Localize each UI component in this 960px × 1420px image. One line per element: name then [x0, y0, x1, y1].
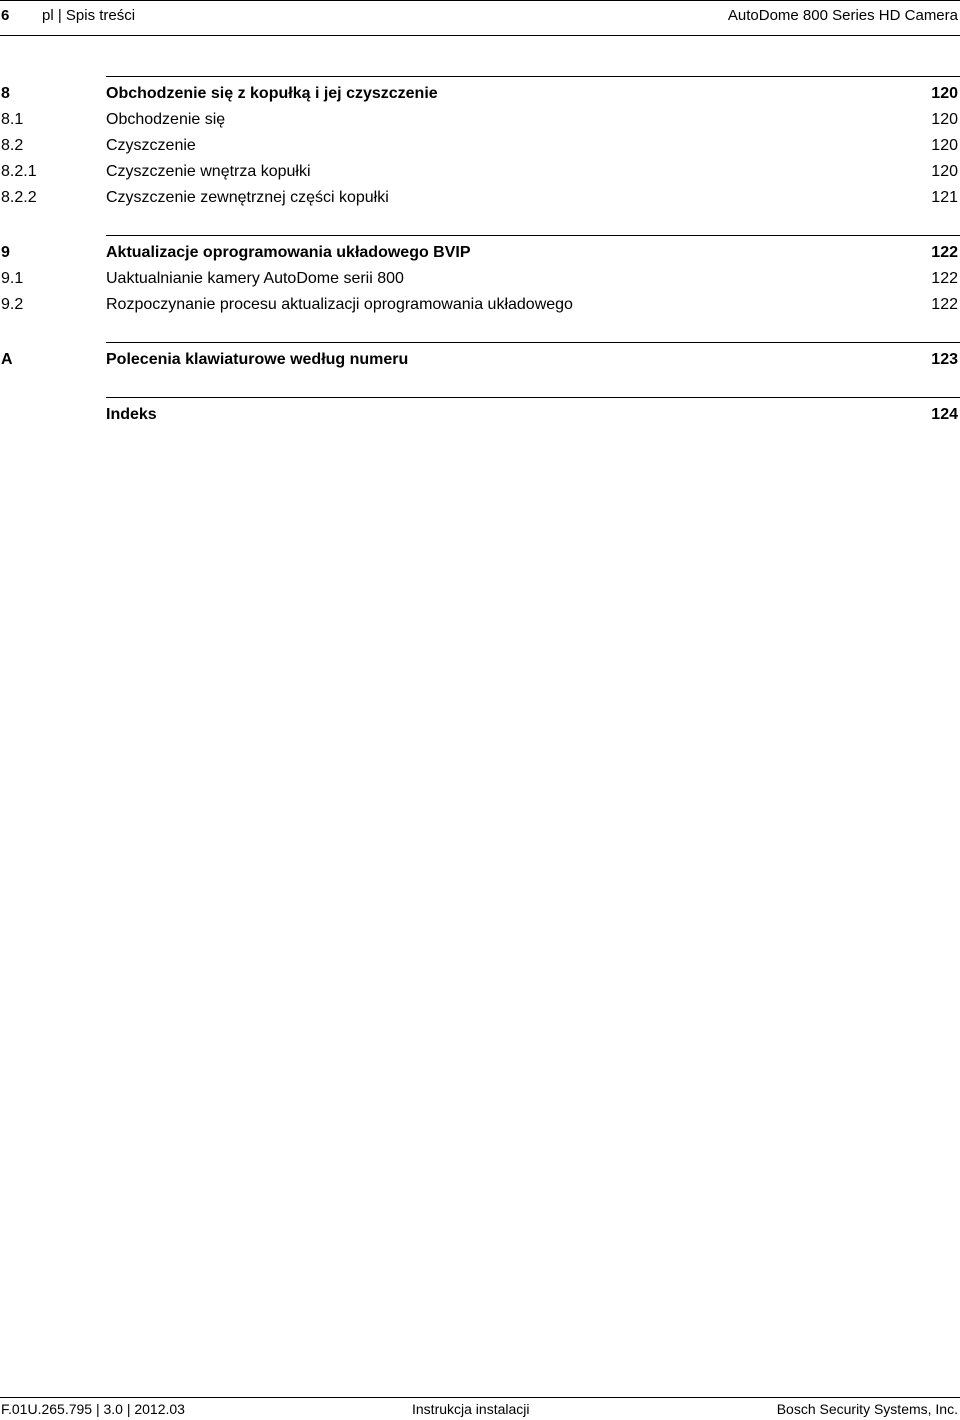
toc-entry-page: 120: [931, 137, 958, 154]
toc-entry-number: 8: [1, 85, 10, 102]
toc-entry-title: Uaktualnianie kamery AutoDome serii 800: [106, 270, 404, 287]
toc-entry-number: A: [1, 351, 13, 368]
toc-entry-page: 121: [931, 189, 958, 206]
table-of-contents: [0, 76, 960, 452]
toc-entry-title: Czyszczenie: [106, 137, 196, 154]
toc-entry-title: Polecenia klawiaturowe według numeru: [106, 351, 409, 368]
toc-entry-number: 8.1: [1, 111, 24, 128]
toc-entry[interactable]: [106, 402, 960, 428]
toc-entry-title: Czyszczenie wnętrza kopułki: [106, 163, 311, 180]
toc-entry-page: 122: [931, 296, 958, 313]
toc-entry[interactable]: [1, 240, 960, 266]
toc-entry-page: 120: [931, 85, 958, 102]
toc-entry[interactable]: [1, 292, 960, 318]
toc-entry[interactable]: [1, 159, 960, 185]
footer-doc-type: Instrukcja instalacji: [412, 1401, 530, 1417]
toc-section-index: [106, 397, 960, 428]
toc-entry-number: 8.2: [1, 137, 24, 154]
toc-entry-title: Rozpoczynanie procesu aktualizacji oprogramowania układowego: [106, 296, 573, 313]
toc-section-9: [1, 235, 960, 318]
toc-entry[interactable]: [1, 81, 960, 107]
toc-entry[interactable]: [1, 133, 960, 159]
footer-company: Bosch Security Systems, Inc.: [776, 1401, 958, 1417]
toc-entry-title: Aktualizacje oprogramowania układowego BVIP: [106, 244, 471, 261]
toc-entry-page: 122: [931, 270, 958, 287]
document-title: AutoDome 800 Series HD Camera: [727, 7, 958, 24]
footer-doc-id: F.01U.265.795 | 3.0 | 2012.03: [1, 1401, 185, 1417]
toc-entry-number: 9.1: [1, 270, 24, 287]
toc-entry-number: 8.2.1: [1, 163, 37, 180]
toc-entry-number: 8.2.2: [1, 189, 37, 206]
toc-entry-number: 9: [1, 244, 10, 261]
toc-section-8: [1, 76, 960, 211]
toc-entry-page: 123: [931, 351, 958, 368]
toc-entry-title: Obchodzenie się: [106, 111, 226, 128]
toc-entry-page: 122: [931, 244, 958, 261]
toc-entry[interactable]: [1, 107, 960, 133]
toc-section-appendix-a: [1, 342, 960, 373]
toc-entry[interactable]: [1, 185, 960, 211]
toc-entry[interactable]: [1, 347, 960, 373]
section-label: pl | Spis treści: [42, 7, 136, 24]
header-rule: [0, 35, 960, 36]
toc-entry-page: 124: [931, 406, 958, 423]
page-number: 6: [1, 7, 10, 24]
toc-entry[interactable]: [1, 266, 960, 292]
page-header: [0, 0, 960, 35]
toc-entry-page: 120: [931, 111, 958, 128]
toc-entry-title: Indeks: [106, 406, 157, 423]
toc-entry-number: 9.2: [1, 296, 24, 313]
page-footer: [0, 1397, 960, 1420]
toc-entry-title: Obchodzenie się z kopułką i jej czyszczenie: [106, 85, 438, 102]
toc-entry-title: Czyszczenie zewnętrznej części kopułki: [106, 189, 389, 206]
toc-entry-page: 120: [931, 163, 958, 180]
